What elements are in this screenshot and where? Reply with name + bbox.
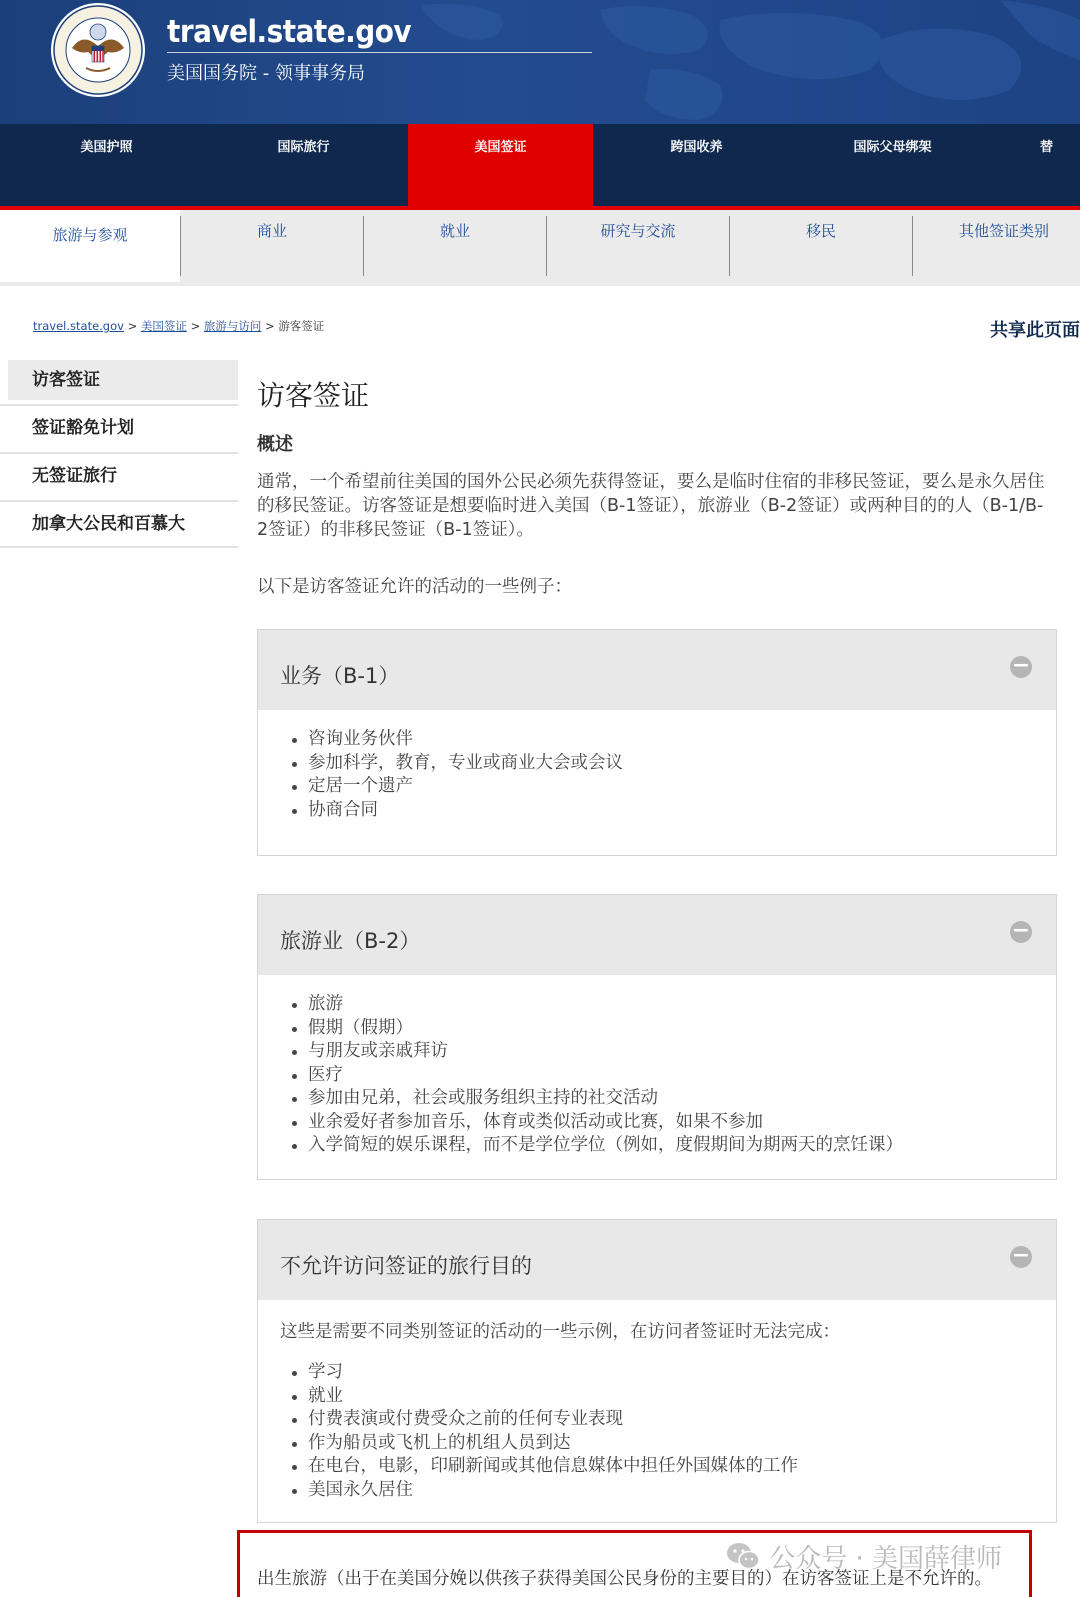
breadcrumb-link-us-visas[interactable]: 美国签证 xyxy=(140,319,187,333)
tab-label: 研究与交流 xyxy=(600,222,676,240)
main-nav-item-international-travel[interactable]: 国际旅行 xyxy=(277,140,330,155)
list-item: 协商合同 xyxy=(308,799,1056,823)
tab-label: 其他签证类别 xyxy=(958,222,1049,240)
examples-intro: 以下是访客签证允许的活动的一些例子： xyxy=(257,577,572,597)
tab-other-visa-categories[interactable] xyxy=(913,210,1080,286)
breadcrumb-link-tourism-visit[interactable]: 旅游与访问 xyxy=(203,319,262,333)
accordion-panel-not-permitted xyxy=(257,1219,1057,1523)
site-header xyxy=(0,0,1080,124)
left-nav-divider xyxy=(0,404,238,406)
breadcrumb xyxy=(33,318,324,334)
watermark-text: 公众号 · 美国薛律师 xyxy=(769,1544,1003,1574)
accordion-title: 不允许访问签证的旅行目的 xyxy=(280,1254,532,1278)
list-item: 假期（假期） xyxy=(308,1017,1056,1041)
accordion-panel-business xyxy=(257,629,1057,856)
list-item: 定居一个遗产 xyxy=(308,775,1056,799)
list-item: 在电台，电影，印刷新闻或其他信息媒体中担任外国媒体的工作 xyxy=(308,1455,1056,1479)
left-nav-item-visitor-visa[interactable]: 访客签证 xyxy=(8,360,238,400)
list-item: 医疗 xyxy=(308,1064,1056,1088)
world-map-background xyxy=(0,0,1080,124)
tab-label: 就业 xyxy=(439,222,470,240)
activity-list xyxy=(258,975,1056,1158)
activity-list xyxy=(258,710,1056,822)
tab-label: 移民 xyxy=(805,222,836,240)
sub-nav xyxy=(0,210,1080,286)
site-subtitle: 美国国务院 - 领事事务局 xyxy=(167,63,365,84)
list-item: 业余爱好者参加音乐，体育或类似活动或比赛，如果不参加 xyxy=(308,1111,1056,1135)
tab-immigrate[interactable] xyxy=(730,210,912,286)
list-item: 参加科学，教育，专业或商业大会或会议 xyxy=(308,752,1056,776)
main-nav-item-us-visas[interactable]: 美国签证 xyxy=(408,124,593,206)
tab-study-exchange[interactable] xyxy=(547,210,729,286)
not-permitted-note: 这些是需要不同类别签证的活动的一些示例，在访问者签证时无法完成： xyxy=(280,1322,840,1342)
list-item: 参加由兄弟，社会或服务组织主持的社交活动 xyxy=(308,1087,1056,1111)
main-nav-item-intercountry-adoption[interactable]: 跨国收养 xyxy=(670,140,723,155)
left-nav-divider xyxy=(0,500,238,502)
site-title-divider xyxy=(167,52,592,53)
main-nav-item-parental-abduction[interactable]: 国际父母绑架 xyxy=(853,140,932,155)
accordion-title: 旅游业（B-2） xyxy=(280,929,421,953)
breadcrumb-separator: > xyxy=(127,319,138,333)
page-title: 访客签证 xyxy=(257,379,370,412)
left-nav-divider xyxy=(0,546,238,548)
main-nav xyxy=(0,124,1080,206)
wechat-icon xyxy=(725,1541,761,1571)
list-item: 就业 xyxy=(308,1385,1056,1409)
breadcrumb-current: 游客签证 xyxy=(278,319,325,333)
collapse-minus-icon[interactable]: − xyxy=(1011,918,1031,943)
list-item: 咨询业务伙伴 xyxy=(308,728,1056,752)
left-nav-divider xyxy=(0,452,238,454)
state-department-seal xyxy=(48,2,148,98)
accordion-header-business[interactable] xyxy=(258,630,1056,710)
tab-label: 商业 xyxy=(256,222,287,240)
list-item: 与朋友或亲戚拜访 xyxy=(308,1040,1056,1064)
tab-tourism-visit[interactable] xyxy=(0,210,180,282)
watermark xyxy=(725,1538,1002,1575)
site-title[interactable]: travel.state.gov xyxy=(167,14,412,50)
main-nav-item-passports[interactable]: 美国护照 xyxy=(80,140,133,155)
accordion-panel-tourism xyxy=(257,894,1057,1180)
left-nav-item-visa-free-travel[interactable]: 无签证旅行 xyxy=(32,466,117,486)
tab-label: 旅游与参观 xyxy=(52,226,128,244)
activity-list xyxy=(258,1343,1056,1502)
left-nav-item-visa-waiver[interactable]: 签证豁免计划 xyxy=(32,418,134,438)
main-nav-item-more[interactable]: 替 xyxy=(1040,140,1054,155)
tab-business[interactable] xyxy=(181,210,363,286)
share-page-button[interactable]: 共享此页面 xyxy=(990,320,1080,341)
breadcrumb-separator: > xyxy=(265,319,275,333)
list-item: 付费表演或付费受众之前的任何专业表现 xyxy=(308,1408,1056,1432)
intro-paragraph: 通常，一个希望前往美国的国外公民必须先获得签证，要么是临时住宿的非移民签证，要么是永久居住的移民签证。访客签证是想要临时进入美国（B-1签证），旅游业（B-2签证）或两种目的的人（B-1/B-2签证）的非移民签证（B-1签证）。 xyxy=(257,472,1045,540)
collapse-minus-icon[interactable]: − xyxy=(1011,1243,1031,1268)
breadcrumb-separator: > xyxy=(190,319,201,333)
birth-tourism-note: 出生旅游（出于在美国分娩以供孩子获得美国公民身份的主要目的）在访客签证上是不允许的。 xyxy=(257,1569,992,1589)
list-item: 美国永久居住 xyxy=(308,1479,1056,1503)
accordion-title: 业务（B-1） xyxy=(280,664,400,688)
tab-employment[interactable] xyxy=(364,210,546,286)
accordion-header-not-permitted[interactable] xyxy=(258,1220,1056,1300)
list-item: 学习 xyxy=(308,1361,1056,1385)
list-item: 入学简短的娱乐课程，而不是学位学位（例如，度假期间为期两天的烹饪课） xyxy=(308,1134,1056,1158)
left-nav-item-canada-bermuda[interactable]: 加拿大公民和百慕大 xyxy=(32,514,185,534)
list-item: 作为船员或飞机上的机组人员到达 xyxy=(308,1432,1056,1456)
accordion-header-tourism[interactable] xyxy=(258,895,1056,975)
breadcrumb-link-home[interactable]: travel.state.gov xyxy=(33,319,124,333)
collapse-minus-icon[interactable]: − xyxy=(1011,653,1031,678)
section-heading-overview: 概述 xyxy=(257,434,293,455)
list-item: 旅游 xyxy=(308,993,1056,1017)
